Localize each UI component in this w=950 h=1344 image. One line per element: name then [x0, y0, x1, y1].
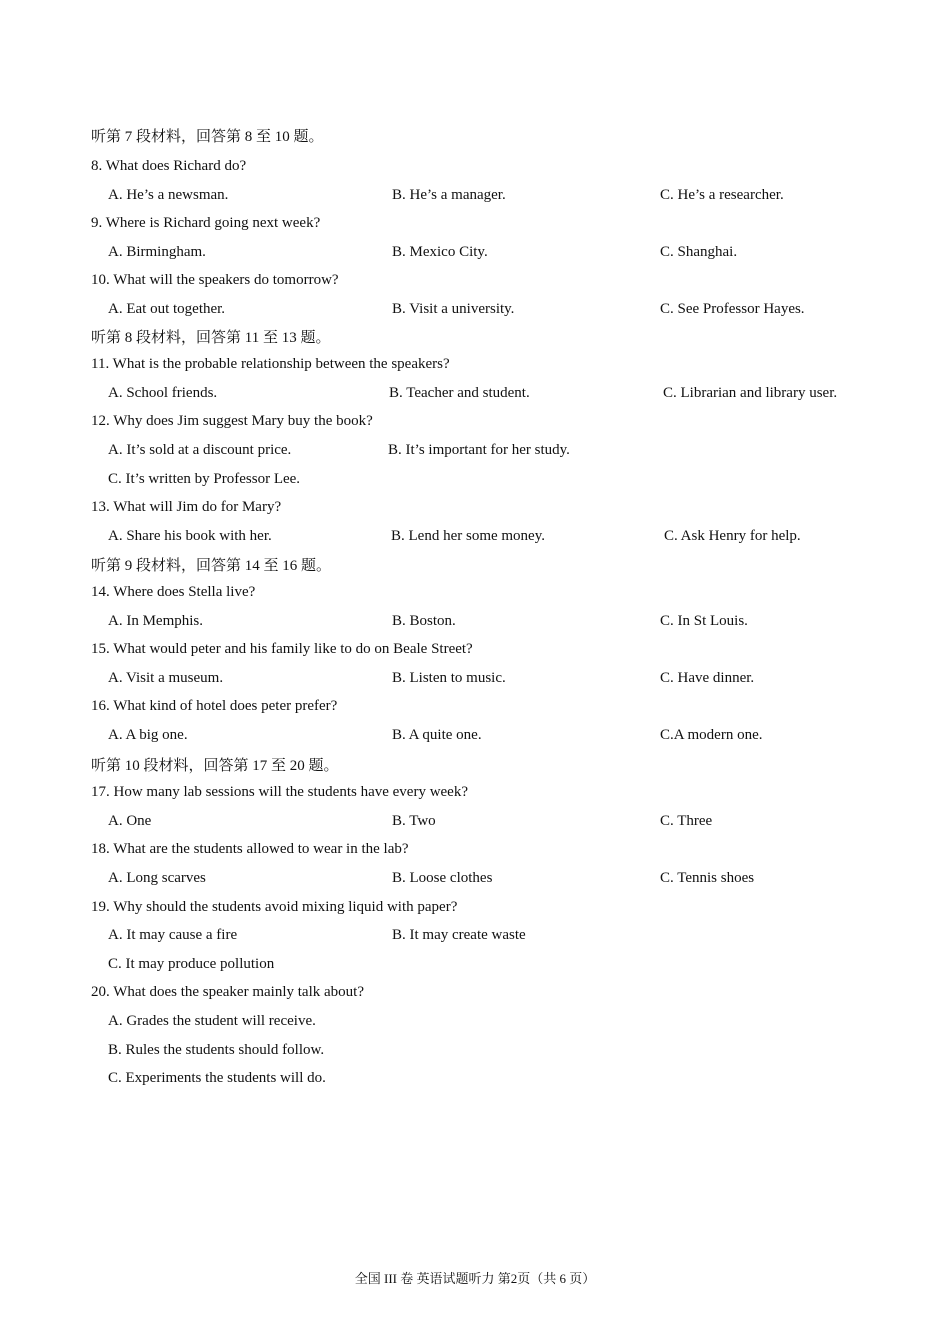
option-a: A. It may cause a fire [108, 927, 238, 943]
option-b: B. Lend her some money. [391, 528, 545, 544]
option-a: A. One [108, 813, 152, 829]
page-footer: 全国 III 卷 英语试题听力 第2页（共 6 页） [354, 1271, 596, 1286]
option-c: C. Shanghai. [660, 244, 738, 260]
section-header: 听第 7 段材料，回答第 8 至 10 题。 [91, 129, 324, 145]
option-c: C. In St Louis. [660, 613, 748, 629]
option-c: C. Librarian and library user. [663, 385, 838, 401]
option-a: A. A big one. [108, 727, 188, 743]
section-header: 听第 10 段材料，回答第 17 至 20 题。 [91, 758, 339, 774]
section-header: 听第 8 段材料，回答第 11 至 13 题。 [91, 330, 331, 346]
option-b: B. A quite one. [392, 727, 482, 743]
option-c: C. It’s written by Professor Lee. [108, 471, 301, 487]
option-a: A. School friends. [108, 385, 218, 401]
question-19: 19. Why should the students avoid mixing liquid with paper? [91, 899, 458, 915]
question-15: 15. What would peter and his family like to do on Beale Street? [91, 641, 473, 657]
option-a: A. Grades the student will receive. [108, 1013, 316, 1029]
question-16: 16. What kind of hotel does peter prefer? [91, 698, 338, 714]
option-a: A. He’s a newsman. [108, 187, 229, 203]
question-12: 12. Why does Jim suggest Mary buy the book? [91, 413, 373, 429]
section-header: 听第 9 段材料，回答第 14 至 16 题。 [91, 558, 332, 574]
question-11: 11. What is the probable relationship between the speakers? [91, 356, 450, 372]
option-a: A. In Memphis. [108, 613, 203, 629]
option-c: C. Tennis shoes [660, 870, 755, 886]
option-c: C.A modern one. [660, 727, 763, 743]
option-b: B. Listen to music. [392, 670, 506, 686]
question-18: 18. What are the students allowed to wear in the lab? [91, 841, 409, 857]
option-a: A. Visit a museum. [108, 670, 224, 686]
option-b: B. Teacher and student. [389, 385, 530, 401]
option-b: B. Loose clothes [392, 870, 493, 886]
option-b: B. Mexico City. [392, 244, 488, 260]
option-b: B. It’s important for her study. [388, 442, 570, 458]
option-c: C. Ask Henry for help. [664, 528, 801, 544]
option-a: A. Birmingham. [108, 244, 206, 260]
option-b: B. Two [392, 813, 436, 829]
question-17: 17. How many lab sessions will the students have every week? [91, 784, 468, 800]
option-a: A. Share his book with her. [108, 528, 272, 544]
option-a: A. Long scarves [108, 870, 206, 886]
option-a: A. It’s sold at a discount price. [108, 442, 292, 458]
option-b: B. He’s a manager. [392, 187, 506, 203]
question-9: 9. Where is Richard going next week? [91, 215, 321, 231]
question-20: 20. What does the speaker mainly talk about? [91, 984, 364, 1000]
question-14: 14. Where does Stella live? [91, 584, 256, 600]
option-b: B. Boston. [392, 613, 456, 629]
option-c: C. He’s a researcher. [660, 187, 784, 203]
option-c: C. Three [660, 813, 713, 829]
option-c: C. See Professor Hayes. [660, 301, 805, 317]
question-8: 8. What does Richard do? [91, 158, 247, 174]
option-c: C. Have dinner. [660, 670, 755, 686]
option-b: B. It may create waste [392, 927, 526, 943]
option-c: C. It may produce pollution [108, 956, 275, 972]
question-13: 13. What will Jim do for Mary? [91, 499, 282, 515]
option-a: A. Eat out together. [108, 301, 226, 317]
option-b: B. Visit a university. [392, 301, 515, 317]
option-b: B. Rules the students should follow. [108, 1042, 325, 1058]
option-c: C. Experiments the students will do. [108, 1070, 326, 1086]
question-10: 10. What will the speakers do tomorrow? [91, 272, 339, 288]
